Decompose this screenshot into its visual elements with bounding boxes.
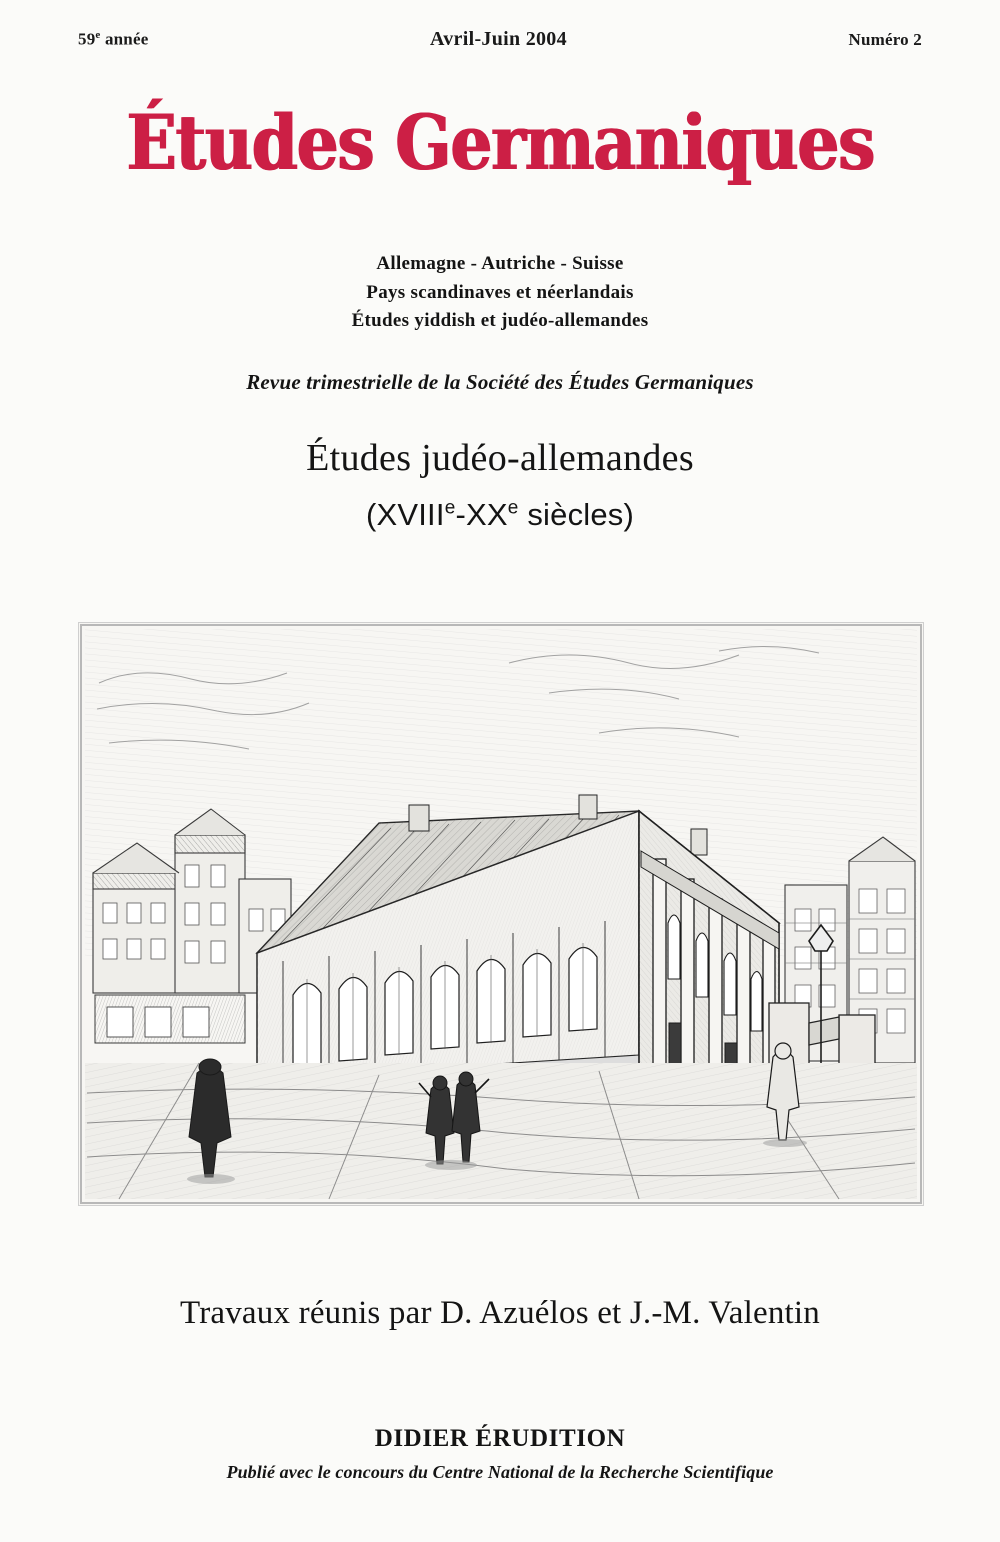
subtitle-line-3: Études yiddish et judéo-allemandes xyxy=(351,310,649,331)
period-close: siècles) xyxy=(518,497,635,532)
issue-theme-title: Études judéo-allemandes xyxy=(306,437,694,479)
revue-line: Revue trimestrielle de la Société des Études Germaniques xyxy=(246,370,754,394)
subtitle-line-2: Pays scandinaves et néerlandais xyxy=(366,281,634,303)
editors-credit: Travaux réunis par D. Azuélos et J.-M. Valentin xyxy=(180,1295,820,1331)
cover-meta-row xyxy=(78,28,922,51)
subtitle-line-1: Allemagne - Autriche - Suisse xyxy=(376,253,624,274)
period-open: (XVIII xyxy=(365,497,445,532)
period-sup-2: e xyxy=(507,497,519,519)
period-sup-1: e xyxy=(444,497,456,519)
issue-number: Numéro 2 xyxy=(848,30,922,49)
masthead xyxy=(0,98,1000,187)
subtitle-block xyxy=(0,250,1000,336)
engraving-synagogue-square-icon xyxy=(79,623,923,1205)
journal-title: Études Germaniques xyxy=(126,98,874,187)
volume-year-number: 59 xyxy=(78,30,96,49)
volume-year xyxy=(78,29,148,50)
publisher-name: DIDIER ÉRUDITION xyxy=(374,1425,626,1452)
volume-year-word: année xyxy=(100,30,149,49)
issue-theme-period xyxy=(0,497,1000,533)
issue-date: Avril-Juin 2004 xyxy=(430,28,567,50)
period-mid: -XX xyxy=(455,497,508,532)
cnrs-support-note: Publié avec le concours du Centre National de la Recherche Scientifique xyxy=(226,1462,774,1482)
volume-year-suffix: e xyxy=(95,29,101,42)
cover-illustration xyxy=(78,622,924,1206)
